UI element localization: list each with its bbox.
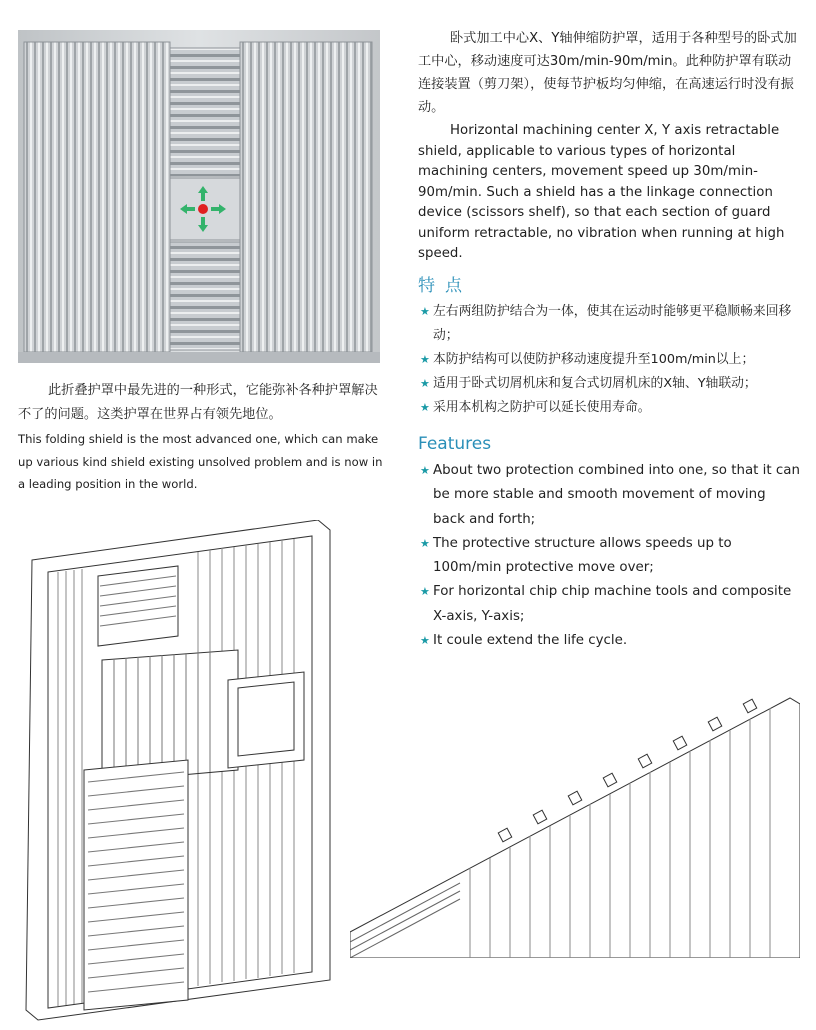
list-item: ★ About two protection combined into one, so that it can be more stable and smooth movement of moving back and forth;: [420, 459, 800, 532]
list-item: ★ 采用本机构之防护可以延长使用寿命。: [420, 396, 804, 420]
features-heading-english: Features: [418, 434, 492, 454]
star-icon: ★: [420, 377, 430, 390]
list-item: ★ 本防护结构可以使防护移动速度提升至100m/min以上；: [420, 348, 804, 372]
star-icon: ★: [420, 634, 430, 648]
shield-photo: [18, 30, 380, 363]
list-item: ★ For horizontal chip chip machine tools and composite X-axis, Y-axis;: [420, 580, 800, 629]
caption-english: This folding shield is the most advanced one, which can make up various kind shield existing unsolved problem and is now in a leading position in the world.: [18, 432, 383, 491]
shield-drawing-isometric: [18, 520, 336, 1025]
list-item: ★ 适用于卧式切屑机床和复合式切屑机床的X轴、Y轴联动；: [420, 372, 804, 396]
star-icon: ★: [420, 401, 430, 414]
star-icon: ★: [420, 305, 430, 318]
intro-english: Horizontal machining center X, Y axis retractable shield, applicable to various types of horizontal machining centers, movement speed up 30m/min-90m/min. Such a shield has a the linkage connection device (scissors shelf), so that each section of guard uniform retractable, no vibration when running at high speed.: [418, 123, 785, 261]
star-icon: ★: [420, 585, 430, 599]
features-list-english: [420, 459, 800, 653]
features-list-chinese: [420, 300, 804, 420]
star-icon: ★: [420, 353, 430, 366]
list-item: ★ The protective structure allows speeds up to 100m/min protective move over;: [420, 532, 800, 581]
list-item: ★ 左右两组防护结合为一体，使其在运动时能够更平稳顺畅来回移动；: [420, 300, 804, 348]
star-icon: ★: [420, 464, 430, 477]
scissors-linkage-drawing: [350, 692, 800, 958]
intro-chinese: 卧式加工中心X、Y轴伸缩防护罩，适用于各种型号的卧式加工中心，移动速度可达30m/min-90m/min。此种防护罩有联动连接装置（剪刀架），使每节护板均匀伸缩，在高速运行时没有振动。: [418, 31, 797, 115]
caption-chinese: 此折叠护罩中最先进的一种形式，它能弥补各种护罩解决不了的问题。这类护罩在世界占有领先地位。: [18, 383, 378, 422]
features-heading-chinese: 特点: [418, 276, 472, 296]
list-item: ★ It coule extend the life cycle.: [420, 629, 800, 653]
star-icon: ★: [420, 536, 430, 550]
